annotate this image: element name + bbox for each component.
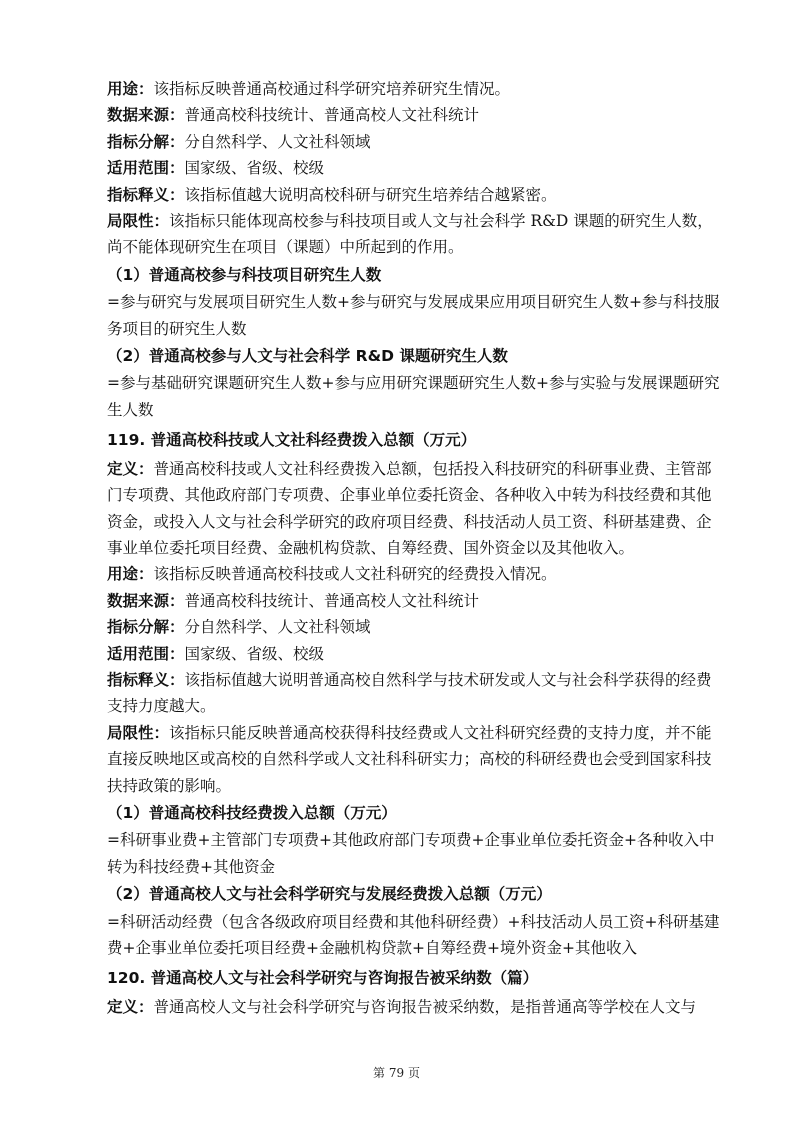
field-label: 指标释义：	[107, 670, 185, 689]
field-text: 普通高校科技统计、普通高校人文社科统计	[184, 106, 480, 125]
formula: =参与基础研究课题研究生人数+参与应用研究课题研究生人数+参与实验与发展课题研究生人数	[107, 374, 720, 419]
field-text: 分自然科学、人文社科领域	[184, 132, 371, 151]
formula: =科研活动经费（包含各级政府项目经费和其他科研经费）+科技活动人员工资+科研基建费+企事业单位委托项目经费+金融机构贷款+自筹经费+境外资金+其他收入	[107, 912, 720, 957]
formula: =参与研究与发展项目研究生人数+参与研究与发展成果应用项目研究生人数+参与科技服务项目的研究生人数	[107, 293, 720, 338]
field-label: 定义：	[107, 997, 154, 1016]
limitation-paragraph	[107, 208, 721, 261]
subsection-title: （2）普通高校参与人文与社会科学 R&D 课题研究生人数	[107, 347, 508, 366]
field-label: 定义：	[107, 459, 154, 478]
field-label: 适用范围：	[107, 644, 185, 663]
usage-paragraph	[107, 76, 721, 102]
field-text: 该指标值越大说明普通高校自然科学与技术研发或人文与社会科学获得的经费支持力度越大。	[107, 670, 712, 716]
subsection-title: （2）普通高校人文与社会科学研究与发展经费拨入总额（万元）	[107, 885, 552, 904]
field-text: 该指标反映普通高校科技或人文社科研究的经费投入情况。	[153, 565, 557, 584]
field-label: 适用范围：	[107, 159, 185, 178]
field-label: 局限性：	[107, 212, 170, 231]
usage-paragraph	[107, 561, 721, 587]
interpretation-paragraph	[107, 667, 721, 720]
field-text: 该指标只能体现高校参与科技项目或人文与社会科学 R&D 课题的研究生人数，尚不能体现研究生在项目（课题）中所起到的作用。	[107, 212, 713, 257]
field-text: 该指标只能反映普通高校获得科技经费或人文社科研究经费的支持力度，并不能直接反映地区或高校的自然科学或人文社科科研实力；高校的科研经费也会受到国家科技扶持政策的影响。	[107, 723, 712, 795]
subsection-title: （1）普通高校参与科技项目研究生人数	[107, 265, 382, 284]
field-text: 国家级、省级、校级	[184, 644, 325, 663]
page-content	[107, 76, 721, 1020]
field-text: 分自然科学、人文社科领域	[184, 618, 371, 637]
field-text: 普通高校科技或人文社科经费拨入总额，包括投入科技研究的科研事业费、主管部门专项费、其他政府部门专项费、企事业单位委托资金、各种收入中转为科技经费和其他资金，或投入人文与社会科学研究的政府项目经费、科技活动人员工资、科研基建费、企事业单位委托项目经费、金融机构贷款、自筹经费、国外资金以及其他收入。	[107, 459, 712, 557]
field-text: 该指标值越大说明高校科研与研究生培养结合越紧密。	[184, 185, 557, 204]
field-label: 指标释义：	[107, 185, 185, 204]
scope-paragraph	[107, 155, 721, 181]
field-text: 普通高校人文与社会科学研究与咨询报告被采纳数，是指普通高等学校在人文与	[153, 997, 697, 1016]
field-text: 普通高校科技统计、普通高校人文社科统计	[184, 591, 480, 610]
field-label: 数据来源：	[107, 106, 185, 125]
field-label: 指标分解：	[107, 618, 185, 637]
page-number: 第 79 页	[373, 1066, 420, 1080]
interpretation-paragraph	[107, 182, 721, 208]
formula: =科研事业费+主管部门专项费+其他政府部门专项费+企事业单位委托资金+各种收入中转为科技经费+其他资金	[107, 831, 715, 876]
field-text: 该指标反映普通高校通过科学研究培养研究生情况。	[153, 80, 511, 98]
field-label: 用途：	[107, 565, 154, 584]
definition-paragraph	[107, 456, 721, 562]
field-label: 数据来源：	[107, 591, 185, 610]
field-label: 用途：	[107, 80, 154, 98]
definition-paragraph	[107, 994, 721, 1020]
subsection-title: （1）普通高校科技经费拨入总额（万元）	[107, 803, 397, 822]
limitation-paragraph	[107, 720, 721, 799]
data-source-paragraph	[107, 588, 721, 614]
data-source-paragraph	[107, 102, 721, 128]
field-label: 指标分解：	[107, 132, 185, 151]
scope-paragraph	[107, 641, 721, 667]
field-text: 国家级、省级、校级	[184, 159, 325, 178]
section-heading-120: 120. 普通高校人文与社会科学研究与咨询报告被采纳数（篇）	[107, 969, 539, 988]
section-heading-119: 119. 普通高校科技或人文社科经费拨入总额（万元）	[107, 431, 477, 450]
breakdown-paragraph	[107, 129, 721, 155]
breakdown-paragraph	[107, 614, 721, 640]
field-label: 局限性：	[107, 723, 170, 742]
